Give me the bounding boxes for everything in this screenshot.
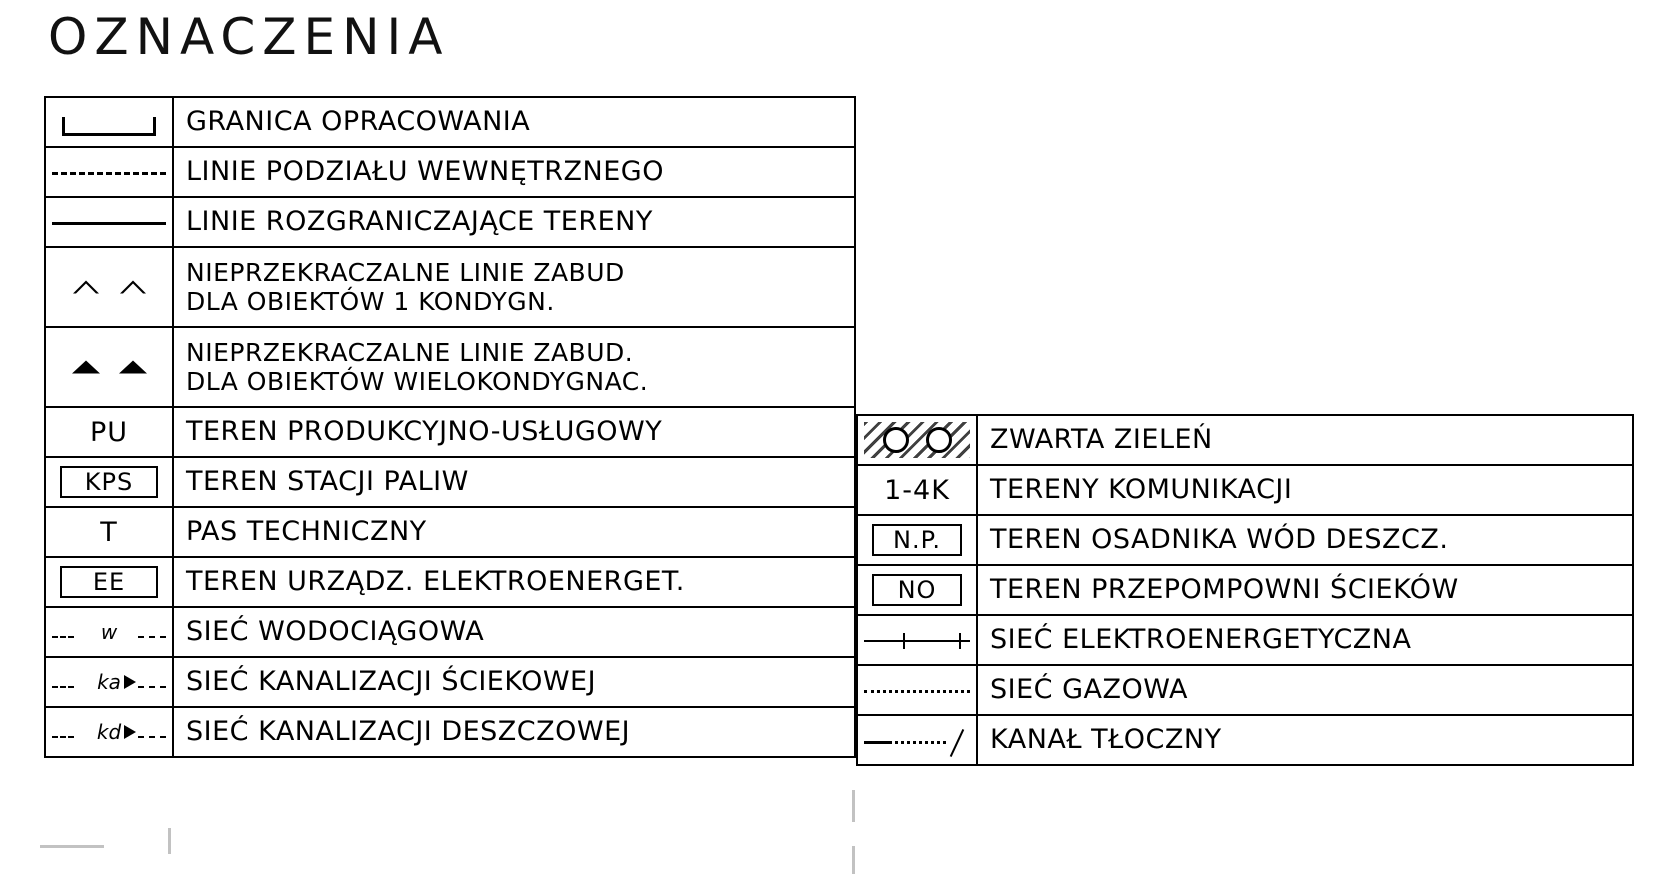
description-cell — [173, 507, 855, 557]
table-row — [45, 707, 855, 757]
legend-label: SIEĆ ELEKTROENERGETYCZNA — [990, 623, 1412, 655]
symbol-cell-np — [857, 515, 977, 565]
description-cell — [173, 657, 855, 707]
symbol-code-w: w — [100, 620, 118, 645]
gas-line-icon — [864, 690, 970, 693]
legend-label: TEREN STACJI PALIW — [186, 465, 469, 497]
symbol-code-ka: ka — [97, 670, 121, 695]
symbol-code-1-4k: 1-4K — [884, 474, 950, 506]
description-cell — [173, 147, 855, 197]
legend-label: PAS TECHNICZNY — [186, 515, 427, 547]
symbol-cell-water-network — [45, 607, 173, 657]
symbol-cell-boundary — [45, 97, 173, 147]
table-row — [45, 407, 855, 457]
hollow-triangles-icon — [46, 281, 172, 294]
description-cell — [977, 565, 1633, 615]
legend-label-line1: NIEPRZEKRACZALNE LINIE ZABUD. — [186, 337, 634, 367]
table-row — [857, 665, 1633, 715]
symbol-cell-separating-lines — [45, 197, 173, 247]
table-row — [45, 557, 855, 607]
dashed-line-icon — [52, 172, 166, 175]
legend-table-right — [856, 414, 1634, 766]
symbol-cell-power-network — [857, 615, 977, 665]
table-row — [857, 615, 1633, 665]
table-row — [857, 415, 1633, 465]
table-row — [45, 657, 855, 707]
stormwater-line-icon — [46, 708, 172, 756]
description-cell — [977, 665, 1633, 715]
legend-label: SIEĆ KANALIZACJI ŚCIEKOWEJ — [186, 665, 597, 697]
legend-label: TEREN PRODUKCYJNO-USŁUGOWY — [186, 415, 663, 447]
description-cell — [173, 707, 855, 757]
description-cell — [173, 197, 855, 247]
table-row — [45, 507, 855, 557]
symbol-cell-green-area — [857, 415, 977, 465]
legend-label: SIEĆ KANALIZACJI DESZCZOWEJ — [186, 715, 631, 747]
table-row — [45, 197, 855, 247]
description-cell — [173, 407, 855, 457]
pressure-sewer-icon — [858, 716, 976, 764]
table-row — [45, 607, 855, 657]
description-cell — [173, 607, 855, 657]
table-row — [45, 247, 855, 327]
legend-label: GRANICA OPRACOWANIA — [186, 105, 531, 137]
symbol-cell-pu — [45, 407, 173, 457]
power-line-icon — [858, 616, 976, 664]
symbol-code-ee: EE — [60, 566, 158, 598]
legend-label: TEREN OSADNIKA WÓD DESZCZ. — [990, 523, 1449, 555]
description-cell — [173, 327, 855, 407]
description-cell — [977, 515, 1633, 565]
scan-artifact-mark — [168, 828, 171, 854]
table-row — [45, 147, 855, 197]
table-row — [857, 515, 1633, 565]
legend-label: TEREN URZĄDZ. ELEKTROENERGET. — [186, 565, 685, 597]
filled-triangles-icon — [46, 361, 172, 374]
legend-label — [174, 256, 854, 319]
description-cell — [173, 97, 855, 147]
symbol-cell-no — [857, 565, 977, 615]
description-cell — [173, 247, 855, 327]
symbol-cell-building-line-multistory — [45, 327, 173, 407]
legend-label-line2: DLA OBIEKTÓW WIELOKONDYGNAC. — [186, 367, 649, 396]
symbol-code-t: T — [100, 516, 118, 548]
legend-label: SIEĆ WODOCIĄGOWA — [186, 615, 485, 647]
symbol-code-kps: KPS — [60, 466, 158, 498]
legend-label: TEREN PRZEPOMPOWNI ŚCIEKÓW — [990, 573, 1459, 605]
description-cell — [977, 465, 1633, 515]
table-row — [45, 327, 855, 407]
symbol-code-pu: PU — [89, 416, 129, 448]
sewage-line-icon — [46, 658, 172, 706]
legend-label: LINIE PODZIAŁU WEWNĘTRZNEGO — [186, 155, 664, 187]
page-title: OZNACZENIA — [48, 8, 450, 66]
table-row — [857, 565, 1633, 615]
symbol-cell-kps — [45, 457, 173, 507]
scan-artifact-mark — [40, 845, 104, 848]
scan-artifact-mark — [852, 790, 855, 822]
symbol-cell-gas-network — [857, 665, 977, 715]
tree-circles-icon — [858, 416, 976, 464]
description-cell — [977, 415, 1633, 465]
legend-label: KANAŁ TŁOCZNY — [990, 723, 1222, 755]
symbol-cell-pressure-sewer — [857, 715, 977, 765]
legend-label: TERENY KOMUNIKACJI — [990, 473, 1293, 505]
boundary-line-icon — [62, 117, 156, 136]
symbol-cell-ee — [45, 557, 173, 607]
legend-label — [174, 336, 854, 399]
table-row — [45, 457, 855, 507]
legend-label: ZWARTA ZIELEŃ — [990, 423, 1213, 455]
symbol-cell-sewage-network — [45, 657, 173, 707]
description-cell — [977, 715, 1633, 765]
symbol-cell-t — [45, 507, 173, 557]
legend-table-left — [44, 96, 856, 758]
legend-label-line2: DLA OBIEKTÓW 1 KONDYGN. — [186, 287, 555, 316]
symbol-cell-communication — [857, 465, 977, 515]
description-cell — [173, 457, 855, 507]
symbol-cell-stormwater-network — [45, 707, 173, 757]
solid-line-icon — [52, 222, 166, 225]
symbol-code-kd: kd — [96, 720, 122, 745]
legend-label-line1: NIEPRZEKRACZALNE LINIE ZABUD — [186, 257, 625, 287]
symbol-cell-internal-division — [45, 147, 173, 197]
description-cell — [977, 615, 1633, 665]
symbol-code-np: N.P. — [872, 524, 962, 556]
symbol-code-no: NO — [872, 574, 962, 606]
legend-label: LINIE ROZGRANICZAJĄCE TERENY — [186, 205, 653, 237]
description-cell — [173, 557, 855, 607]
legend-label: SIEĆ GAZOWA — [990, 673, 1188, 705]
scan-artifact-mark — [852, 846, 855, 874]
water-line-icon — [46, 608, 172, 656]
table-row — [857, 715, 1633, 765]
symbol-cell-building-line-1story — [45, 247, 173, 327]
table-row — [45, 97, 855, 147]
table-row — [857, 465, 1633, 515]
